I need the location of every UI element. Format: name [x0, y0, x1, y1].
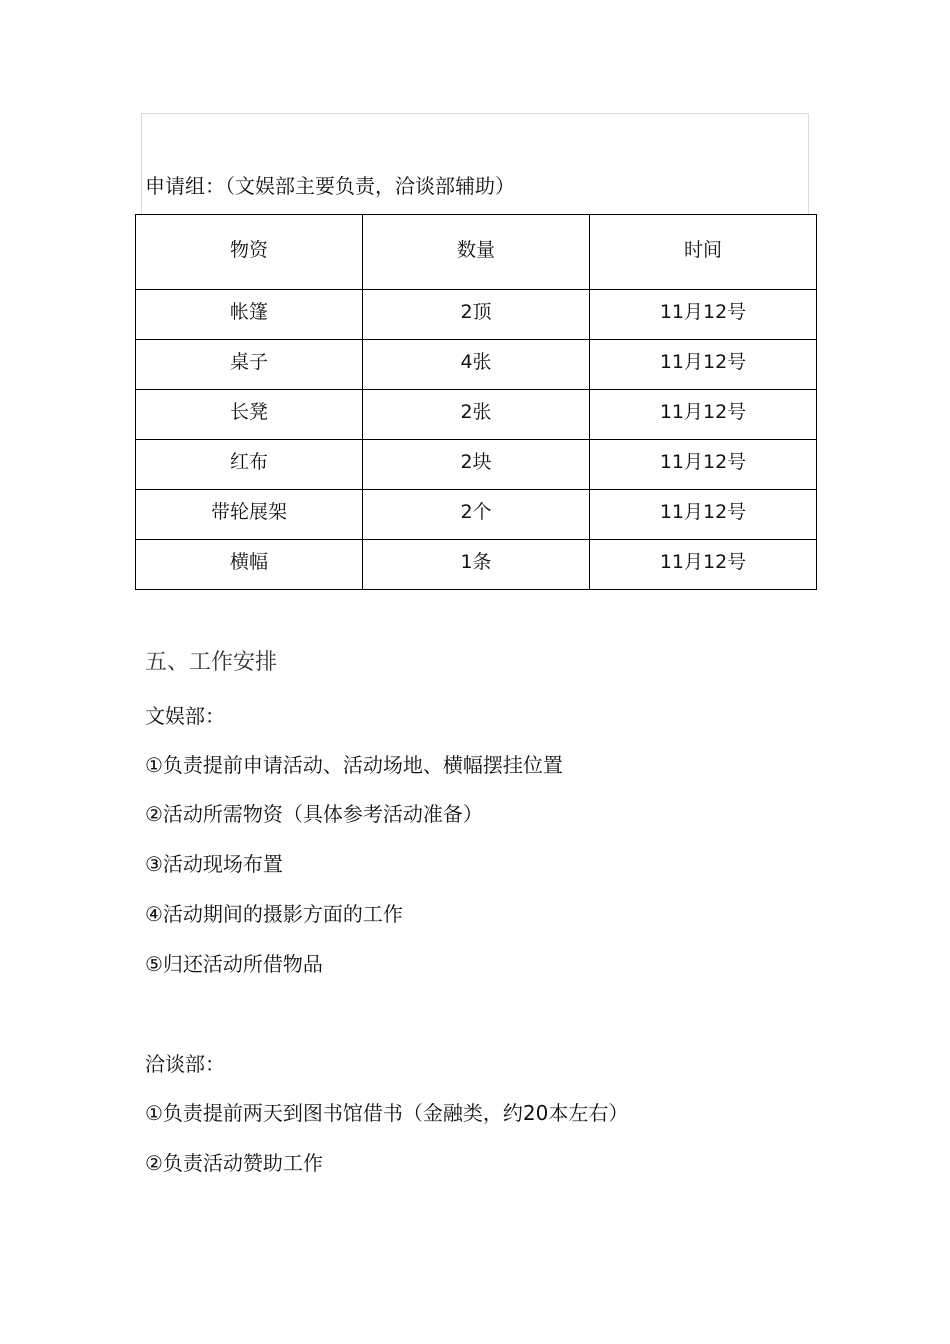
negotiation-task-item: ②负责活动赞助工作: [145, 1151, 323, 1175]
cell-quantity: 1条: [363, 540, 590, 590]
negotiation-dept-label: 洽谈部：: [145, 1052, 225, 1076]
cell-quantity: 2个: [363, 490, 590, 540]
cell-item: 桌子: [136, 340, 363, 390]
cell-time: 11月12号: [590, 390, 817, 440]
table-row: [136, 540, 817, 590]
table-row: [136, 340, 817, 390]
cell-time: 11月12号: [590, 290, 817, 340]
cell-item: 带轮展架: [136, 490, 363, 540]
cell-time: 11月12号: [590, 490, 817, 540]
header-time: 时间: [590, 215, 817, 290]
cell-quantity: 2张: [363, 390, 590, 440]
negotiation-task-item: ①负责提前两天到图书馆借书（金融类，约20本左右）: [145, 1101, 629, 1125]
entertainment-task-item: ①负责提前申请活动、活动场地、横幅摆挂位置: [145, 753, 563, 777]
entertainment-task-item: ②活动所需物资（具体参考活动准备）: [145, 802, 483, 826]
cell-quantity: 2块: [363, 440, 590, 490]
entertainment-task-item: ③活动现场布置: [145, 852, 283, 876]
cell-time: 11月12号: [590, 440, 817, 490]
supplies-table: [135, 214, 817, 590]
table-row: [136, 290, 817, 340]
table-row: [136, 490, 817, 540]
cell-item: 长凳: [136, 390, 363, 440]
cell-quantity: 2顶: [363, 290, 590, 340]
application-group-heading: 申请组：（文娱部主要负责，洽谈部辅助）: [145, 174, 515, 198]
cell-item: 横幅: [136, 540, 363, 590]
entertainment-task-item: ⑤归还活动所借物品: [145, 952, 323, 976]
cell-time: 11月12号: [590, 340, 817, 390]
section-title-work-arrangement: 五、工作安排: [145, 650, 278, 675]
cell-quantity: 4张: [363, 340, 590, 390]
entertainment-task-item: ④活动期间的摄影方面的工作: [145, 902, 403, 926]
cell-item: 帐篷: [136, 290, 363, 340]
table-header-row: [136, 215, 817, 290]
table-row: [136, 440, 817, 490]
table-row: [136, 390, 817, 440]
cell-time: 11月12号: [590, 540, 817, 590]
entertainment-dept-label: 文娱部：: [145, 704, 225, 728]
header-quantity: 数量: [363, 215, 590, 290]
header-supplies: 物资: [136, 215, 363, 290]
cell-item: 红布: [136, 440, 363, 490]
